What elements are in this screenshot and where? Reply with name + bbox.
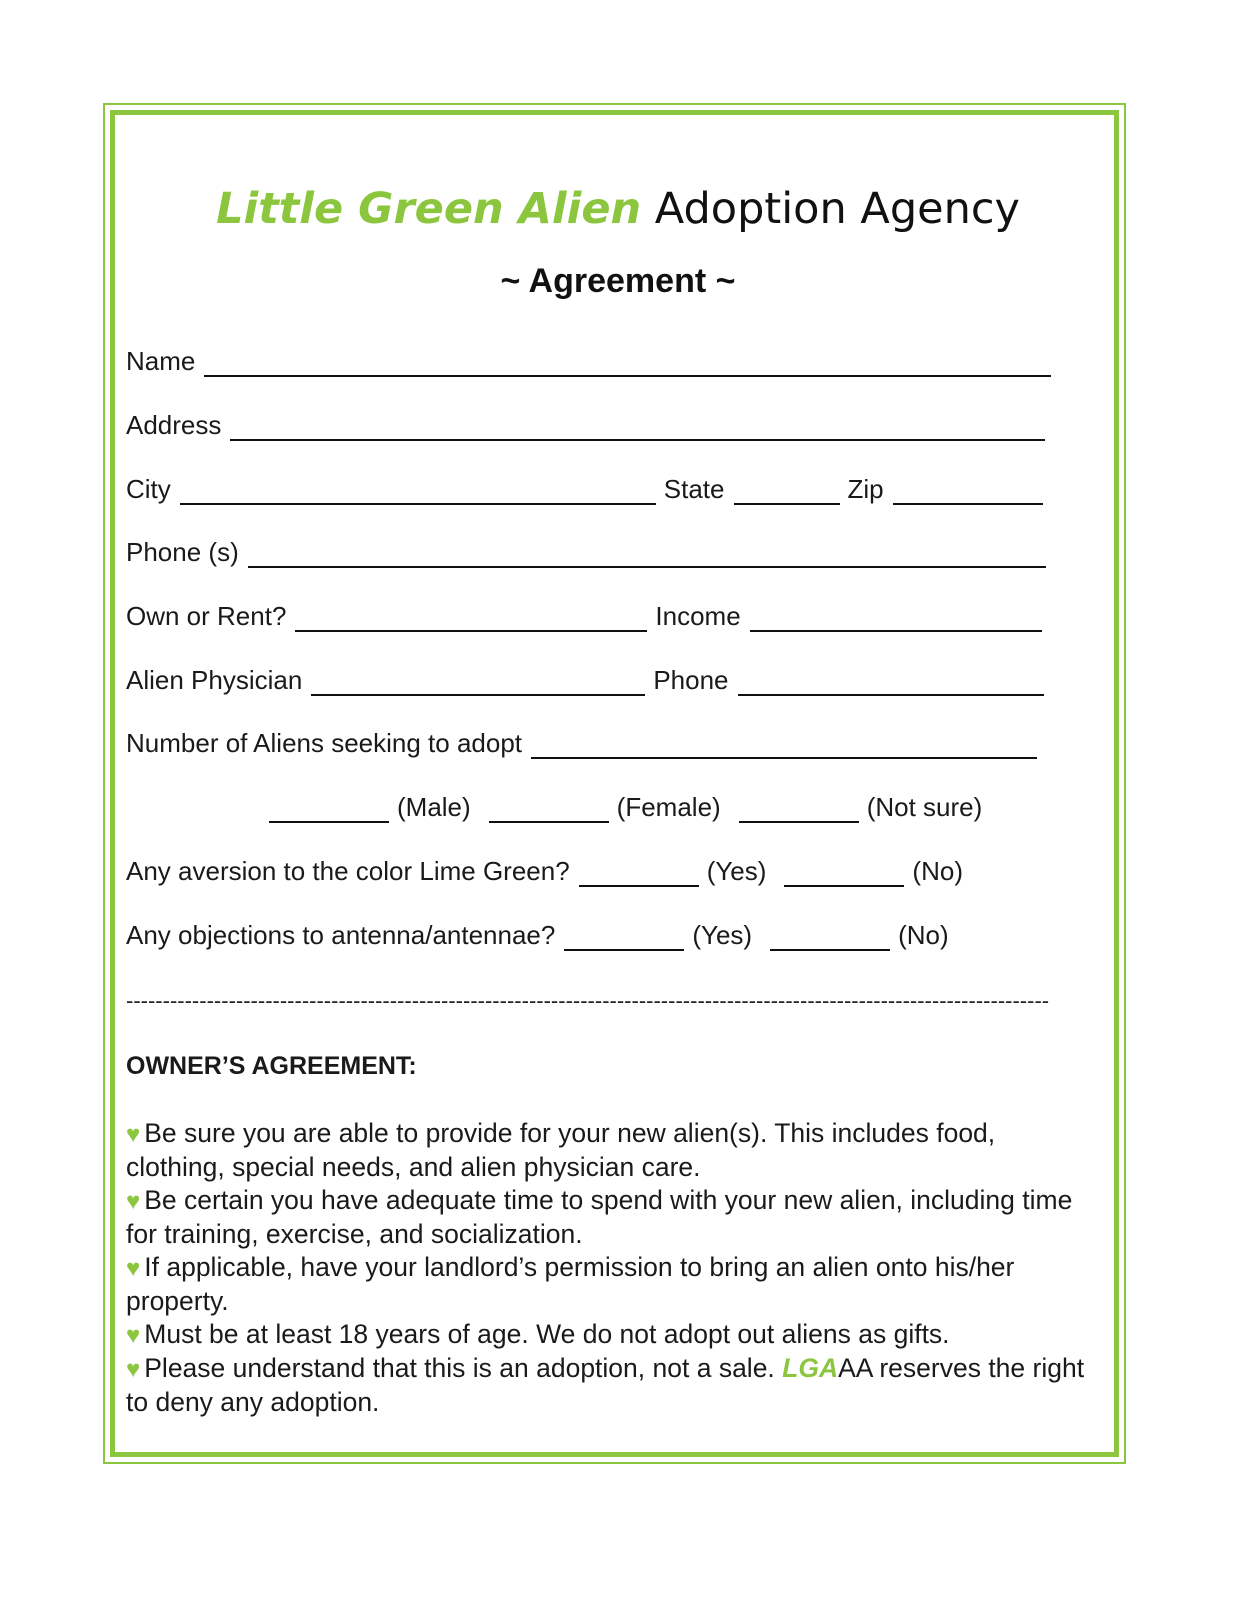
state-field[interactable] bbox=[734, 477, 840, 505]
physician-row bbox=[126, 665, 1052, 705]
agreement-item: ♥ Must be at least 18 years of age. We do not adopt out aliens as gifts. bbox=[126, 1319, 950, 1349]
male-label: (Male) bbox=[397, 792, 471, 822]
state-label: State bbox=[663, 474, 725, 504]
phones-field[interactable] bbox=[248, 540, 1046, 568]
number-row bbox=[126, 728, 1045, 768]
city-field[interactable] bbox=[180, 477, 656, 505]
heart-icon: ♥ bbox=[126, 1356, 141, 1383]
heart-icon: ♥ bbox=[126, 1121, 141, 1148]
brand-abbrev: LGA bbox=[782, 1353, 839, 1383]
lime-no-label: (No) bbox=[912, 856, 963, 886]
not-sure-label: (Not sure) bbox=[866, 792, 983, 822]
lime-no-field[interactable] bbox=[784, 859, 904, 887]
heart-icon: ♥ bbox=[126, 1255, 141, 1282]
agreement-item: ♥ Be certain you have adequate time to spend with your new alien, including time for training, exercise, and socialization. bbox=[126, 1185, 1073, 1249]
page-title bbox=[0, 184, 1236, 234]
not-sure-field[interactable] bbox=[739, 795, 859, 823]
antenna-yes-label: (Yes) bbox=[692, 920, 753, 950]
female-label: (Female) bbox=[616, 792, 721, 822]
physician-label: Alien Physician bbox=[126, 665, 303, 695]
phones-label: Phone (s) bbox=[126, 537, 239, 567]
number-field[interactable] bbox=[531, 731, 1037, 759]
number-label: Number of Aliens seeking to adopt bbox=[126, 728, 523, 758]
lime-green-row bbox=[126, 856, 963, 896]
lime-yes-label: (Yes) bbox=[706, 856, 767, 886]
zip-field[interactable] bbox=[893, 477, 1043, 505]
name-field[interactable] bbox=[204, 349, 1051, 377]
phones-row bbox=[126, 537, 1054, 577]
agreement-item: ♥ If applicable, have your landlord’s permission to bring an alien onto his/her property. bbox=[126, 1252, 1015, 1316]
own-rent-income-row bbox=[126, 601, 1050, 641]
address-field[interactable] bbox=[230, 413, 1045, 441]
lime-yes-field[interactable] bbox=[579, 859, 699, 887]
agreement-list bbox=[126, 1117, 1086, 1419]
address-row bbox=[126, 410, 1053, 450]
zip-label: Zip bbox=[847, 474, 884, 504]
own-rent-label: Own or Rent? bbox=[126, 601, 287, 631]
owners-agreement-heading: OWNER’S AGREEMENT: bbox=[126, 1052, 417, 1080]
name-row bbox=[126, 346, 1059, 386]
physician-phone-label: Phone bbox=[653, 665, 729, 695]
dashed-divider: ------------------------------------------------------------------------------------------------------------------------------ bbox=[126, 988, 1050, 1013]
address-label: Address bbox=[126, 410, 222, 440]
physician-phone-field[interactable] bbox=[738, 668, 1044, 696]
agreement-item: ♥ Be sure you are able to provide for your new alien(s). This includes food, clothing, special needs, and alien physician care. bbox=[126, 1118, 996, 1182]
antenna-yes-field[interactable] bbox=[564, 923, 684, 951]
own-rent-field[interactable] bbox=[295, 604, 647, 632]
antenna-no-label: (No) bbox=[898, 920, 949, 950]
heart-icon: ♥ bbox=[126, 1322, 141, 1349]
city-state-zip-row bbox=[126, 474, 1051, 514]
lime-green-question: Any aversion to the color Lime Green? bbox=[126, 856, 570, 886]
agreement-item: ♥ Please understand that this is an adoption, not a sale. LGAAA reserves the right to deny any adoption. bbox=[126, 1353, 1085, 1417]
city-label: City bbox=[126, 474, 171, 504]
antenna-no-field[interactable] bbox=[770, 923, 890, 951]
heart-icon: ♥ bbox=[126, 1188, 141, 1215]
antenna-row bbox=[126, 920, 949, 960]
female-field[interactable] bbox=[489, 795, 609, 823]
gender-row bbox=[269, 792, 982, 832]
name-label: Name bbox=[126, 346, 196, 376]
antenna-question: Any objections to antenna/antennae? bbox=[126, 920, 556, 950]
page-subtitle: ~ Agreement ~ bbox=[500, 262, 736, 300]
title-rest: Adoption Agency bbox=[641, 184, 1020, 234]
physician-field[interactable] bbox=[311, 668, 645, 696]
income-label: Income bbox=[655, 601, 741, 631]
income-field[interactable] bbox=[750, 604, 1042, 632]
male-field[interactable] bbox=[269, 795, 389, 823]
title-brand: Little Green Alien bbox=[216, 184, 642, 234]
